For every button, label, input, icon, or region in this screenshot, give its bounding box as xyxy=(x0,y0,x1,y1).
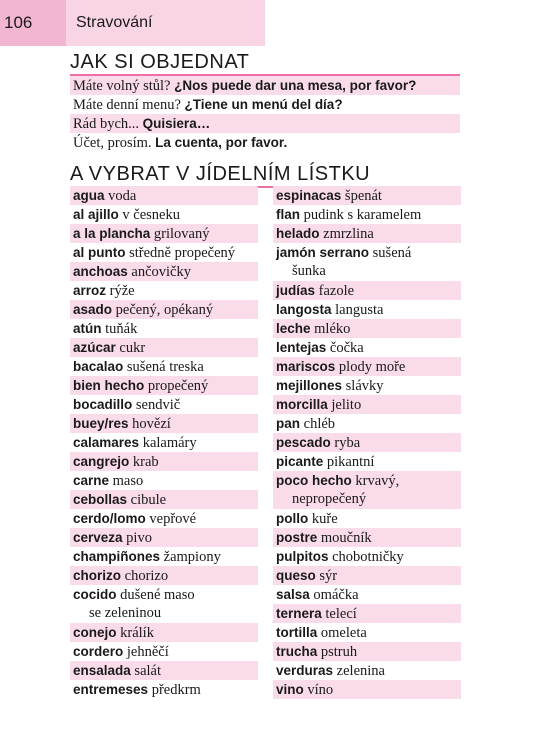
entry-line xyxy=(73,186,258,205)
entry-term: langosta xyxy=(276,302,332,317)
glossary-entry xyxy=(70,243,258,262)
glossary-entry xyxy=(70,338,258,357)
entry-term: pulpitos xyxy=(276,549,329,564)
entry-line xyxy=(276,585,461,604)
entry-term: cangrejo xyxy=(73,454,130,469)
entry-translation: pikantní xyxy=(326,454,375,470)
phrase-item xyxy=(70,76,460,95)
entry-translation: plody moře xyxy=(338,359,406,375)
entry-translation: dušené maso xyxy=(120,587,195,603)
glossary-entry xyxy=(273,205,461,224)
entry-translation: žampiony xyxy=(163,549,221,565)
entry-translation: voda xyxy=(108,188,137,204)
entry-translation: omeleta xyxy=(320,625,367,641)
entry-translation: pstruh xyxy=(320,644,358,660)
entry-translation: předkrm xyxy=(151,682,201,698)
entry-line xyxy=(276,319,461,338)
entry-term: bien hecho xyxy=(73,378,145,393)
entry-translation: chorizo xyxy=(124,568,169,584)
entry-line xyxy=(276,414,461,433)
entry-translation-cont: se zeleninou xyxy=(89,605,162,621)
entry-line xyxy=(276,376,461,395)
phrase-czech: Máte volný stůl? xyxy=(73,78,171,94)
entry-term: champiñones xyxy=(73,549,161,564)
entry-term: verduras xyxy=(276,663,334,678)
glossary-entry xyxy=(273,623,461,642)
entry-line xyxy=(73,357,258,376)
entry-term: al punto xyxy=(73,245,126,260)
entry-term: mariscos xyxy=(276,359,336,374)
entry-translation: sendvič xyxy=(135,397,181,413)
entry-translation: kuře xyxy=(311,511,338,527)
entry-term: arroz xyxy=(73,283,107,298)
entry-line xyxy=(276,509,461,528)
entry-line xyxy=(276,281,461,300)
glossary-entry xyxy=(273,528,461,547)
phrase-spanish: ¿Tiene un menú del día? xyxy=(184,97,343,112)
glossary-entry xyxy=(70,414,258,433)
glossary-entry xyxy=(70,395,258,414)
entry-term: trucha xyxy=(276,644,318,659)
entry-term: lentejas xyxy=(276,340,327,355)
entry-line xyxy=(73,395,258,414)
entry-translation: zmrzlina xyxy=(323,226,374,242)
glossary-entry xyxy=(273,376,461,395)
entry-line xyxy=(276,566,461,585)
entry-translation: čočka xyxy=(329,340,364,356)
entry-line xyxy=(73,452,258,471)
entry-translation: pečený, opékaný xyxy=(115,302,214,318)
entry-term: ensalada xyxy=(73,663,131,678)
entry-line xyxy=(73,471,258,490)
glossary-entry xyxy=(70,319,258,338)
entry-line xyxy=(73,585,258,604)
glossary-entry xyxy=(70,300,258,319)
entry-line xyxy=(73,224,258,243)
entry-line xyxy=(276,395,461,414)
entry-line xyxy=(276,243,461,262)
entry-line xyxy=(276,300,461,319)
entry-translation-cont: šunka xyxy=(292,263,326,279)
phrase-czech: Účet, prosím. xyxy=(73,135,152,151)
entry-line xyxy=(276,623,461,642)
entry-line xyxy=(276,528,461,547)
entry-translation: mléko xyxy=(314,321,351,337)
entry-line xyxy=(73,642,258,661)
glossary-entry xyxy=(273,433,461,452)
entry-translation: jehněčí xyxy=(126,644,169,660)
entry-translation: maso xyxy=(112,473,144,489)
entry-line xyxy=(73,566,258,585)
entry-term: bacalao xyxy=(73,359,124,374)
entry-line xyxy=(73,338,258,357)
glossary-entry xyxy=(273,566,461,585)
glossary-entry xyxy=(273,471,461,509)
entry-term: mejillones xyxy=(276,378,343,393)
phrase-list xyxy=(70,76,460,152)
entry-term: postre xyxy=(276,530,318,545)
glossary-entry xyxy=(273,509,461,528)
entry-line xyxy=(73,547,258,566)
entry-translation: v česneku xyxy=(122,207,180,223)
glossary-entry xyxy=(70,281,258,300)
ordering-heading: JAK SI OBJEDNAT xyxy=(70,50,460,76)
entry-line xyxy=(73,243,258,262)
entry-term: pescado xyxy=(276,435,331,450)
menu-column-left xyxy=(70,186,258,699)
glossary-entry xyxy=(70,376,258,395)
entry-line xyxy=(276,338,461,357)
page-header xyxy=(0,0,265,46)
entry-term: azúcar xyxy=(73,340,116,355)
page-number: 106 xyxy=(0,0,66,46)
entry-term: espinacas xyxy=(276,188,342,203)
glossary-entry xyxy=(70,186,258,205)
entry-line xyxy=(276,471,461,490)
entry-translation: krab xyxy=(132,454,159,470)
phrase-czech: Máte denní menu? xyxy=(73,97,181,113)
entry-translation: ančovičky xyxy=(131,264,191,280)
entry-translation: chobotničky xyxy=(332,549,404,565)
entry-term: carne xyxy=(73,473,110,488)
entry-term: poco hecho xyxy=(276,473,352,488)
entry-term: bocadillo xyxy=(73,397,133,412)
entry-term: atún xyxy=(73,321,102,336)
entry-line xyxy=(276,680,461,699)
phrase-item xyxy=(70,95,460,114)
entry-translation: omáčka xyxy=(313,587,359,603)
entry-term: cerdo/lomo xyxy=(73,511,146,526)
entry-translation: ryba xyxy=(334,435,361,451)
entry-translation: kalamáry xyxy=(142,435,197,451)
entry-line xyxy=(73,680,258,699)
glossary-entry xyxy=(70,357,258,376)
entry-translation: tuňák xyxy=(105,321,138,337)
phrase-czech: Rád bych... xyxy=(73,116,140,132)
entry-line xyxy=(73,623,258,642)
entry-line xyxy=(276,642,461,661)
entry-term: calamares xyxy=(73,435,140,450)
entry-term: vino xyxy=(276,682,304,697)
glossary-entry xyxy=(70,509,258,528)
entry-term: asado xyxy=(73,302,113,317)
glossary-entry xyxy=(273,661,461,680)
entry-line xyxy=(73,300,258,319)
entry-term: entremeses xyxy=(73,682,149,697)
entry-term: cebollas xyxy=(73,492,128,507)
entry-term: cerveza xyxy=(73,530,123,545)
entry-translation: pudink s karamelem xyxy=(303,207,422,223)
entry-line xyxy=(276,224,461,243)
glossary-entry xyxy=(70,471,258,490)
glossary-entry xyxy=(273,414,461,433)
entry-term: leche xyxy=(276,321,311,336)
phrase-spanish: ¿Nos puede dar una mesa, por favor? xyxy=(174,78,417,93)
glossary-entry xyxy=(273,300,461,319)
entry-translation: chléb xyxy=(303,416,336,432)
entry-translation: rýže xyxy=(109,283,135,299)
entry-line xyxy=(73,509,258,528)
entry-term: helado xyxy=(276,226,320,241)
entry-line xyxy=(276,661,461,680)
phrase-item xyxy=(70,133,460,152)
entry-line xyxy=(276,433,461,452)
entry-translation: grilovaný xyxy=(153,226,210,242)
entry-line xyxy=(73,433,258,452)
entry-term: buey/res xyxy=(73,416,129,431)
entry-term: conejo xyxy=(73,625,117,640)
entry-translation: králík xyxy=(120,625,154,641)
section-title: Stravování xyxy=(66,0,265,46)
entry-line xyxy=(73,414,258,433)
glossary-entry xyxy=(70,433,258,452)
entry-line xyxy=(73,528,258,547)
entry-line xyxy=(276,357,461,376)
phrase-spanish: Quisiera… xyxy=(142,116,211,131)
entry-line xyxy=(276,547,461,566)
glossary-entry xyxy=(273,452,461,471)
entry-term: queso xyxy=(276,568,316,583)
entry-line xyxy=(73,281,258,300)
entry-term: jamón serrano xyxy=(276,245,370,260)
entry-term: judías xyxy=(276,283,316,298)
glossary-entry xyxy=(273,186,461,205)
entry-translation: sušená treska xyxy=(126,359,204,375)
entry-term: pan xyxy=(276,416,301,431)
entry-line xyxy=(276,186,461,205)
entry-line xyxy=(73,661,258,680)
glossary-entry xyxy=(70,490,258,509)
entry-translation: zelenina xyxy=(336,663,385,679)
entry-translation: špenát xyxy=(344,188,382,204)
entry-line xyxy=(73,205,258,224)
entry-translation: moučník xyxy=(320,530,372,546)
glossary-entry xyxy=(70,661,258,680)
phrase-spanish: La cuenta, por favor. xyxy=(155,135,288,150)
menu-heading: A VYBRAT V JÍDELNÍM LÍSTKU xyxy=(70,162,460,188)
entry-translation-cont: nepropečený xyxy=(292,491,367,507)
phrase-item xyxy=(70,114,460,133)
entry-term: pollo xyxy=(276,511,309,526)
glossary-entry xyxy=(273,642,461,661)
entry-line xyxy=(276,205,461,224)
entry-translation: víno xyxy=(307,682,334,698)
entry-term: salsa xyxy=(276,587,310,602)
menu-column-right xyxy=(273,186,461,699)
glossary-entry xyxy=(70,262,258,281)
entry-term: morcilla xyxy=(276,397,328,412)
entry-line xyxy=(73,319,258,338)
glossary-entry xyxy=(70,623,258,642)
entry-translation: hovězí xyxy=(132,416,171,432)
entry-translation: jelito xyxy=(331,397,362,413)
glossary-entry xyxy=(273,604,461,623)
entry-term: chorizo xyxy=(73,568,122,583)
glossary-entry xyxy=(70,585,258,623)
entry-translation: slávky xyxy=(345,378,384,394)
glossary-entry xyxy=(70,452,258,471)
glossary-entry xyxy=(273,224,461,243)
entry-translation: krvavý, xyxy=(355,473,400,489)
glossary-entry xyxy=(273,243,461,281)
glossary-entry xyxy=(273,319,461,338)
entry-translation: propečený xyxy=(147,378,209,394)
entry-translation: langusta xyxy=(335,302,384,318)
glossary-entry xyxy=(70,680,258,699)
glossary-entry xyxy=(273,357,461,376)
entry-translation: vepřové xyxy=(149,511,197,527)
entry-term: flan xyxy=(276,207,301,222)
entry-translation: fazole xyxy=(318,283,355,299)
entry-translation: cibule xyxy=(130,492,167,508)
glossary-entry xyxy=(273,338,461,357)
glossary-entry xyxy=(273,281,461,300)
glossary-entry xyxy=(70,642,258,661)
entry-term: picante xyxy=(276,454,324,469)
entry-line xyxy=(73,490,258,509)
glossary-entry xyxy=(273,395,461,414)
entry-translation: pivo xyxy=(126,530,152,546)
entry-translation: sušená xyxy=(372,245,412,261)
glossary-entry xyxy=(273,680,461,699)
entry-term: anchoas xyxy=(73,264,128,279)
entry-term: cordero xyxy=(73,644,124,659)
entry-translation: telecí xyxy=(325,606,357,622)
entry-line xyxy=(73,376,258,395)
glossary-entry xyxy=(70,566,258,585)
entry-translation: sýr xyxy=(319,568,338,584)
entry-term: a la plancha xyxy=(73,226,151,241)
glossary-entry xyxy=(273,585,461,604)
entry-term: cocido xyxy=(73,587,117,602)
glossary-entry xyxy=(70,224,258,243)
entry-line xyxy=(276,452,461,471)
entry-term: ternera xyxy=(276,606,322,621)
glossary-entry xyxy=(70,205,258,224)
entry-translation: středně propečený xyxy=(129,245,236,261)
entry-line xyxy=(73,262,258,281)
glossary-entry xyxy=(70,547,258,566)
entry-term: agua xyxy=(73,188,105,203)
entry-translation: cukr xyxy=(119,340,146,356)
entry-term: al ajillo xyxy=(73,207,119,222)
entry-line xyxy=(276,604,461,623)
entry-term: tortilla xyxy=(276,625,318,640)
glossary-entry xyxy=(70,528,258,547)
entry-translation: salát xyxy=(134,663,161,679)
glossary-entry xyxy=(273,547,461,566)
